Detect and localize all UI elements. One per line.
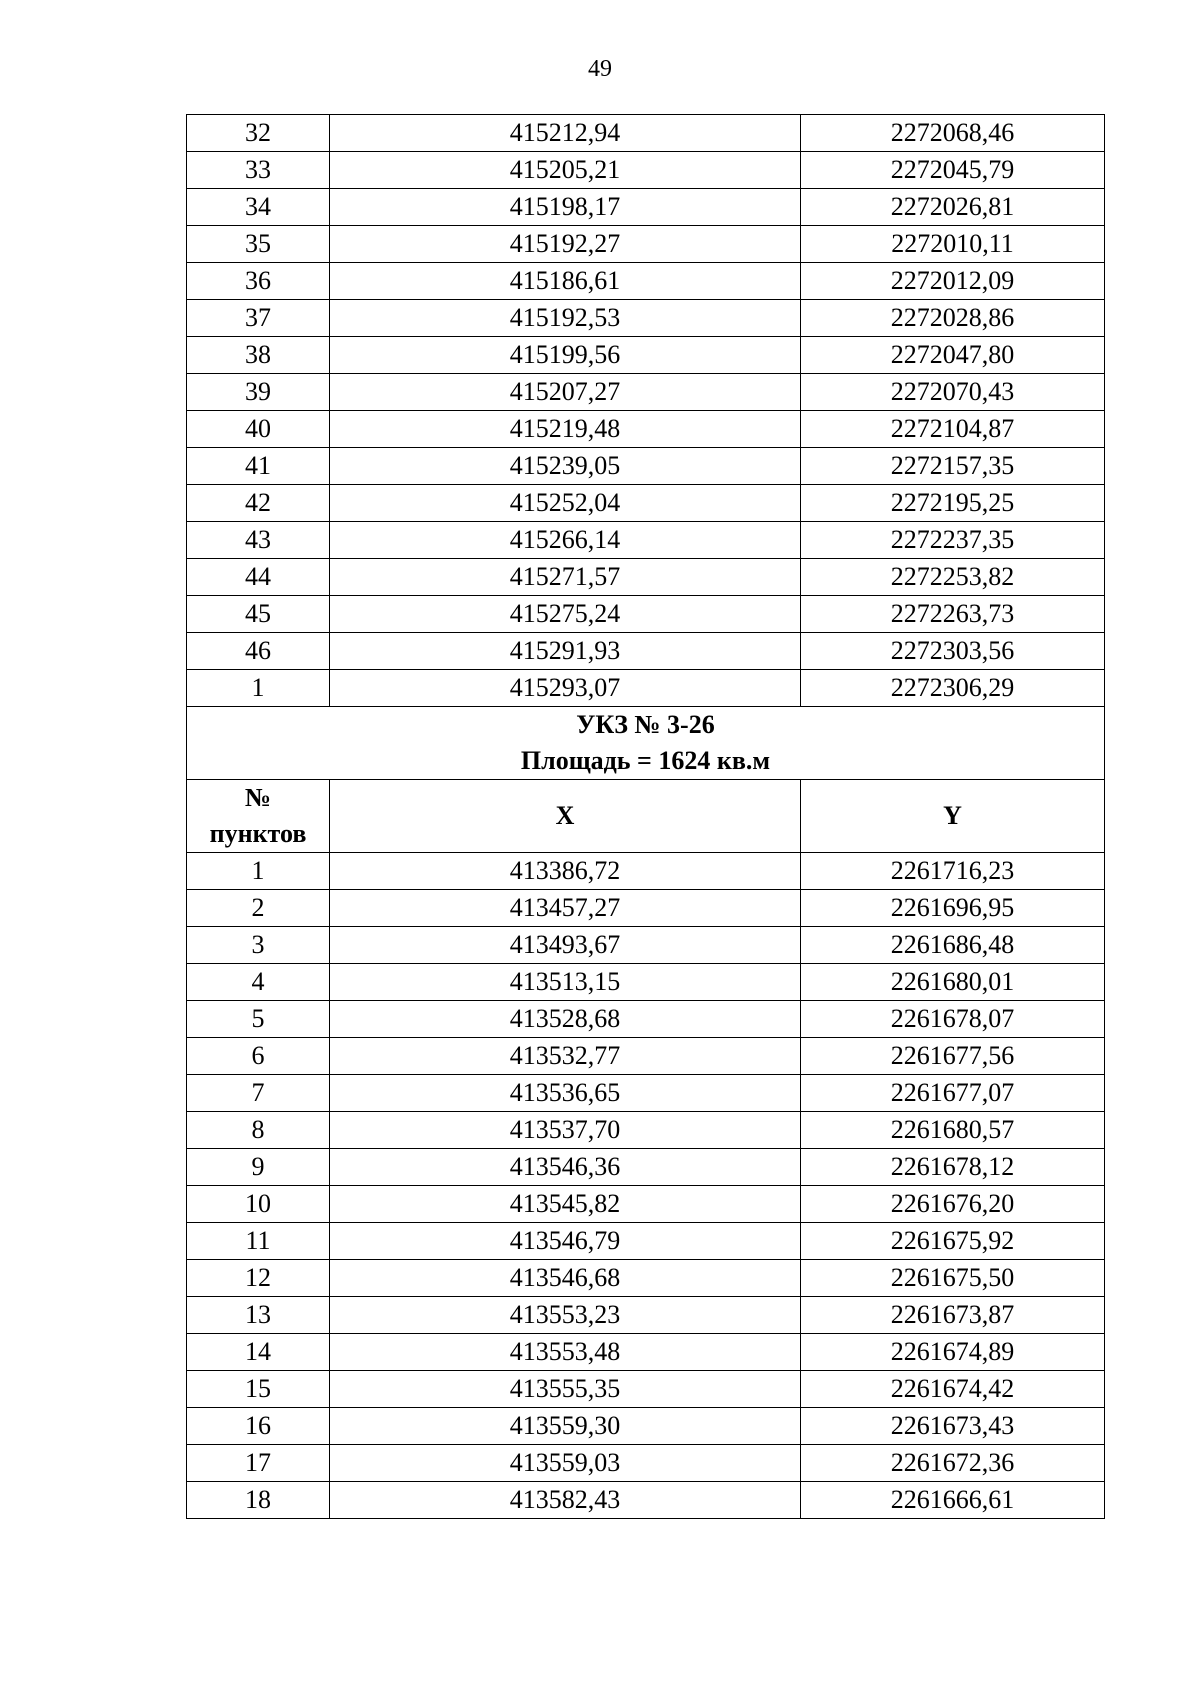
y-coordinate-cell: 2261675,50: [801, 1260, 1105, 1297]
x-coordinate-cell: 415199,56: [330, 337, 801, 374]
point-number-cell: 9: [187, 1149, 330, 1186]
x-coordinate-cell: 413582,43: [330, 1482, 801, 1519]
point-number-cell: 33: [187, 152, 330, 189]
table-row: [187, 263, 1105, 300]
x-coordinate-cell: 413457,27: [330, 890, 801, 927]
table-row: [187, 374, 1105, 411]
x-coordinate-cell: 413493,67: [330, 927, 801, 964]
table-row: [187, 485, 1105, 522]
table-row: [187, 1223, 1105, 1260]
point-number-cell: 45: [187, 596, 330, 633]
page-number: 49: [588, 56, 612, 82]
point-number-cell: 12: [187, 1260, 330, 1297]
point-number-cell: 38: [187, 337, 330, 374]
y-coordinate-cell: 2261674,42: [801, 1371, 1105, 1408]
x-coordinate-cell: 413513,15: [330, 964, 801, 1001]
y-coordinate-cell: 2261677,07: [801, 1075, 1105, 1112]
point-number-cell: 41: [187, 448, 330, 485]
section-title-row: [187, 707, 1105, 780]
point-number-cell: 15: [187, 1371, 330, 1408]
table-row: [187, 300, 1105, 337]
point-number-cell: 1: [187, 670, 330, 707]
point-number-cell: 11: [187, 1223, 330, 1260]
point-number-cell: 4: [187, 964, 330, 1001]
table-row: [187, 670, 1105, 707]
section-area: Площадь = 1624 кв.м: [520, 746, 771, 775]
section-title: УКЗ № 3-26: [576, 710, 715, 739]
point-number-cell: 17: [187, 1445, 330, 1482]
header-y: Y: [801, 780, 1105, 853]
table-row: [187, 189, 1105, 226]
rows-after: [187, 853, 1105, 1519]
y-coordinate-cell: 2272026,81: [801, 189, 1105, 226]
y-coordinate-cell: 2272263,73: [801, 596, 1105, 633]
table-row: [187, 411, 1105, 448]
x-coordinate-cell: 413555,35: [330, 1371, 801, 1408]
y-coordinate-cell: 2272157,35: [801, 448, 1105, 485]
x-coordinate-cell: 413546,79: [330, 1223, 801, 1260]
table-row: [187, 633, 1105, 670]
point-number-cell: 44: [187, 559, 330, 596]
table-row: [187, 964, 1105, 1001]
y-coordinate-cell: 2272028,86: [801, 300, 1105, 337]
x-coordinate-cell: 415239,05: [330, 448, 801, 485]
point-number-cell: 35: [187, 226, 330, 263]
x-coordinate-cell: 415293,07: [330, 670, 801, 707]
y-coordinate-cell: 2261686,48: [801, 927, 1105, 964]
point-number-cell: 6: [187, 1038, 330, 1075]
point-number-cell: 13: [187, 1297, 330, 1334]
table-row: [187, 152, 1105, 189]
x-coordinate-cell: 413559,30: [330, 1408, 801, 1445]
y-coordinate-cell: 2261666,61: [801, 1482, 1105, 1519]
point-number-cell: 8: [187, 1112, 330, 1149]
table-row: [187, 1149, 1105, 1186]
y-coordinate-cell: 2261680,01: [801, 964, 1105, 1001]
point-number-cell: 40: [187, 411, 330, 448]
x-coordinate-cell: 415212,94: [330, 115, 801, 152]
y-coordinate-cell: 2272303,56: [801, 633, 1105, 670]
header-num-sign: №: [244, 783, 272, 812]
y-coordinate-cell: 2272195,25: [801, 485, 1105, 522]
table-row: [187, 927, 1105, 964]
point-number-cell: 5: [187, 1001, 330, 1038]
point-number-cell: 18: [187, 1482, 330, 1519]
x-coordinate-cell: 413537,70: [330, 1112, 801, 1149]
y-coordinate-cell: 2261672,36: [801, 1445, 1105, 1482]
table-row: [187, 522, 1105, 559]
table-row: [187, 559, 1105, 596]
y-coordinate-cell: 2261680,57: [801, 1112, 1105, 1149]
table-row: [187, 1001, 1105, 1038]
y-coordinate-cell: 2272253,82: [801, 559, 1105, 596]
y-coordinate-cell: 2261716,23: [801, 853, 1105, 890]
header-x: X: [330, 780, 801, 853]
header-row: [187, 780, 1105, 853]
x-coordinate-cell: 413536,65: [330, 1075, 801, 1112]
point-number-cell: 37: [187, 300, 330, 337]
section-block: [187, 707, 1105, 853]
x-coordinate-cell: 413546,68: [330, 1260, 801, 1297]
coordinates-table: [186, 114, 1105, 1519]
table-row: [187, 1038, 1105, 1075]
table-row: [187, 1482, 1105, 1519]
y-coordinate-cell: 2261673,87: [801, 1297, 1105, 1334]
y-coordinate-cell: 2272104,87: [801, 411, 1105, 448]
y-coordinate-cell: 2272045,79: [801, 152, 1105, 189]
point-number-cell: 7: [187, 1075, 330, 1112]
table-row: [187, 337, 1105, 374]
y-coordinate-cell: 2261673,43: [801, 1408, 1105, 1445]
point-number-cell: 34: [187, 189, 330, 226]
table-row: [187, 1186, 1105, 1223]
x-coordinate-cell: 413559,03: [330, 1445, 801, 1482]
table-row: [187, 890, 1105, 927]
x-coordinate-cell: 415205,21: [330, 152, 801, 189]
x-coordinate-cell: 413553,48: [330, 1334, 801, 1371]
table-row: [187, 1445, 1105, 1482]
point-number-cell: 10: [187, 1186, 330, 1223]
y-coordinate-cell: 2272306,29: [801, 670, 1105, 707]
x-coordinate-cell: 415192,53: [330, 300, 801, 337]
table-row: [187, 1112, 1105, 1149]
x-coordinate-cell: 413532,77: [330, 1038, 801, 1075]
y-coordinate-cell: 2261678,07: [801, 1001, 1105, 1038]
y-coordinate-cell: 2272010,11: [801, 226, 1105, 263]
point-number-cell: 39: [187, 374, 330, 411]
x-coordinate-cell: 413386,72: [330, 853, 801, 890]
table-row: [187, 1260, 1105, 1297]
x-coordinate-cell: 415198,17: [330, 189, 801, 226]
table-row: [187, 1075, 1105, 1112]
rows-before: [187, 115, 1105, 707]
x-coordinate-cell: 415192,27: [330, 226, 801, 263]
y-coordinate-cell: 2261696,95: [801, 890, 1105, 927]
y-coordinate-cell: 2272070,43: [801, 374, 1105, 411]
x-coordinate-cell: 415186,61: [330, 263, 801, 300]
x-coordinate-cell: 415219,48: [330, 411, 801, 448]
header-points-label: пунктов: [209, 819, 307, 848]
point-number-cell: 2: [187, 890, 330, 927]
y-coordinate-cell: 2272047,80: [801, 337, 1105, 374]
x-coordinate-cell: 415252,04: [330, 485, 801, 522]
table-row: [187, 115, 1105, 152]
point-number-cell: 43: [187, 522, 330, 559]
point-number-cell: 14: [187, 1334, 330, 1371]
x-coordinate-cell: 415271,57: [330, 559, 801, 596]
point-number-cell: 46: [187, 633, 330, 670]
y-coordinate-cell: 2261676,20: [801, 1186, 1105, 1223]
point-number-cell: 16: [187, 1408, 330, 1445]
y-coordinate-cell: 2272012,09: [801, 263, 1105, 300]
y-coordinate-cell: 2261677,56: [801, 1038, 1105, 1075]
table-row: [187, 1371, 1105, 1408]
x-coordinate-cell: 415207,27: [330, 374, 801, 411]
y-coordinate-cell: 2261674,89: [801, 1334, 1105, 1371]
header-point-number: [187, 780, 330, 853]
point-number-cell: 36: [187, 263, 330, 300]
table-row: [187, 596, 1105, 633]
x-coordinate-cell: 413553,23: [330, 1297, 801, 1334]
table-row: [187, 1408, 1105, 1445]
x-coordinate-cell: 415291,93: [330, 633, 801, 670]
table-row: [187, 226, 1105, 263]
x-coordinate-cell: 413545,82: [330, 1186, 801, 1223]
y-coordinate-cell: 2261675,92: [801, 1223, 1105, 1260]
point-number-cell: 3: [187, 927, 330, 964]
x-coordinate-cell: 415266,14: [330, 522, 801, 559]
y-coordinate-cell: 2272237,35: [801, 522, 1105, 559]
section-title-cell: [187, 707, 1105, 780]
point-number-cell: 1: [187, 853, 330, 890]
table-row: [187, 1297, 1105, 1334]
table-row: [187, 1334, 1105, 1371]
x-coordinate-cell: 415275,24: [330, 596, 801, 633]
table-row: [187, 853, 1105, 890]
y-coordinate-cell: 2261678,12: [801, 1149, 1105, 1186]
x-coordinate-cell: 413546,36: [330, 1149, 801, 1186]
point-number-cell: 32: [187, 115, 330, 152]
table-row: [187, 448, 1105, 485]
y-coordinate-cell: 2272068,46: [801, 115, 1105, 152]
point-number-cell: 42: [187, 485, 330, 522]
x-coordinate-cell: 413528,68: [330, 1001, 801, 1038]
